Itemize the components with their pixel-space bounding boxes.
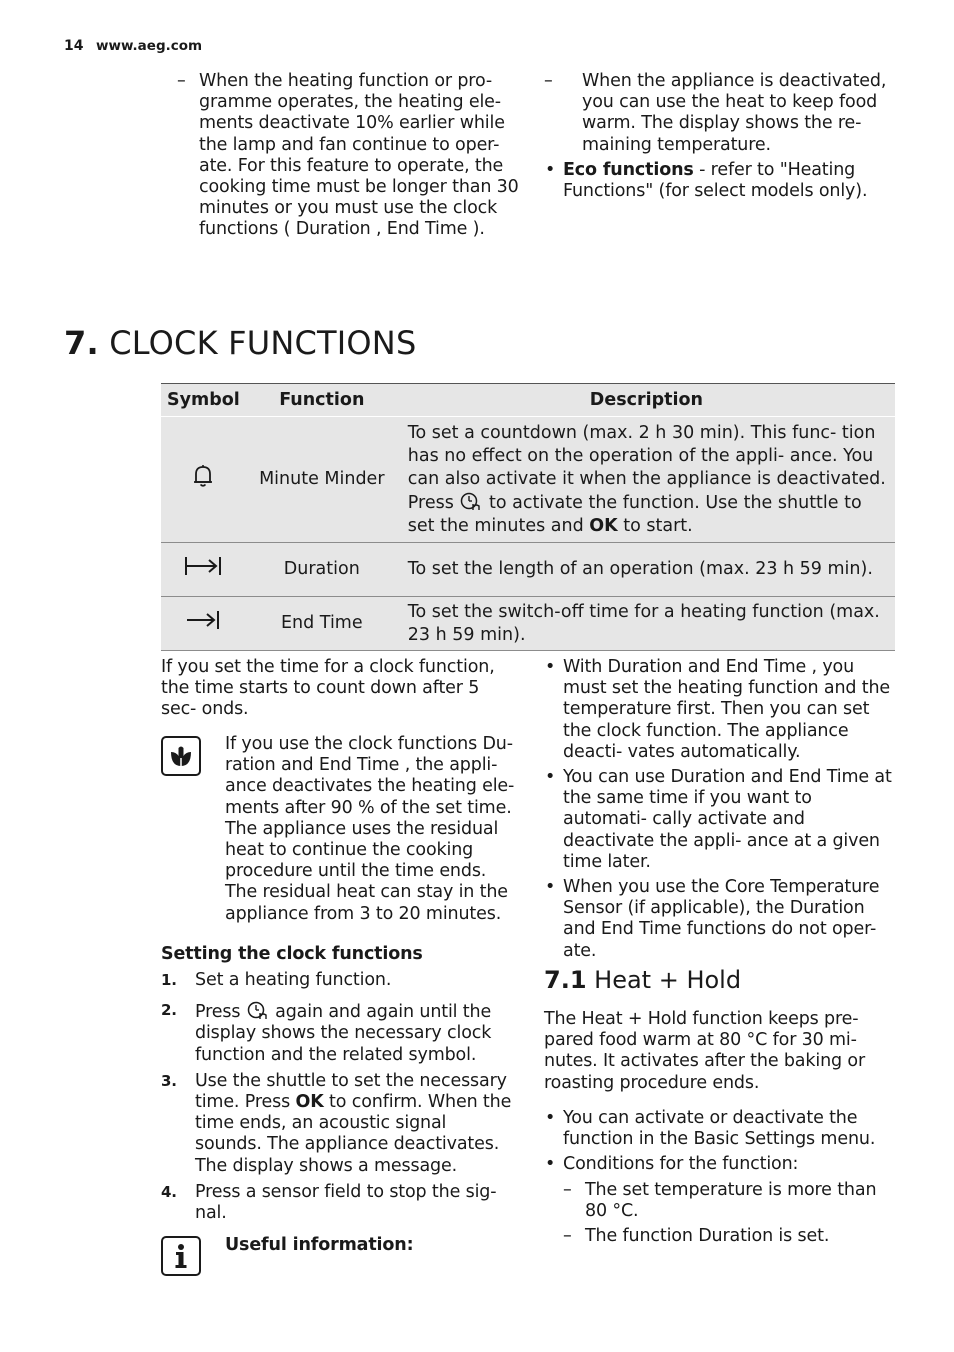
top-right-dash-item (544, 71, 894, 156)
clock-hand-icon (246, 1000, 270, 1020)
top-left-dash-item (177, 71, 524, 241)
step-text: to confirm. When the time ends, an acoustic signal sounds. The appliance deactivates. The display shows a message. (195, 1092, 512, 1176)
list-item (161, 970, 516, 991)
eco-note-text: If you use the clock functions Du- ration and End Time , the appli- ance deactivates the heating ele- ments after 90 % of the set time. The appliance uses the residual heat to continue the cooking procedure until the time ends. The residual heat can stay in the appliance from 3 to 20 minutes. (225, 734, 515, 924)
list-item: • When you use the Core Temperature Sensor (if applicable), the Duration and End Time functions do not oper- ate. (544, 877, 896, 962)
list-item: • You can activate or deactivate the function in the Basic Settings menu. (544, 1108, 896, 1150)
list-item: – The set temperature is more than 80 °C. (563, 1180, 896, 1222)
ok-label: OK (589, 515, 618, 536)
chapter-title: CLOCK FUNCTIONS (109, 324, 417, 362)
list-item (161, 1071, 516, 1177)
eco-functions-label: Eco functions (563, 159, 694, 180)
eco-functions-bullet (544, 160, 894, 202)
step-text: Press (195, 1002, 246, 1023)
description-cell (398, 417, 895, 543)
step-number: 3. (161, 1071, 177, 1090)
page-number: 14 (64, 38, 84, 54)
ok-label: OK (295, 1092, 324, 1113)
symbol-cell (161, 597, 246, 651)
duration-icon (183, 555, 223, 577)
right-bullets (544, 657, 896, 962)
list-item: – The function Duration is set. (563, 1226, 896, 1247)
clock-hand-icon (459, 491, 483, 511)
step-text: again and again until the display shows the necessary clock function and the related symbol. (195, 1002, 492, 1065)
table-row (161, 597, 895, 651)
setting-clock-heading: Setting the clock functions (161, 944, 423, 964)
heat-hold-intro: The Heat + Hold function keeps pre- pared food warm at 80 °C for 30 mi- nutes. It activates after the baking or roasting procedure ends. (544, 1009, 865, 1093)
clock-intro-text: If you set the time for a clock function, the time starts to count down after 5 sec- onds. (161, 657, 495, 720)
symbol-cell (161, 417, 246, 543)
section-number: 7.1 (544, 966, 587, 994)
header-symbol: Symbol (161, 384, 246, 417)
list-item: • Conditions for the function: (544, 1154, 896, 1175)
function-cell: Minute Minder (246, 417, 398, 543)
section-heading (544, 966, 741, 994)
top-right-dash-text: When the appliance is deactivated, you can use the heat to keep food warm. The display shows the re- maining temperature. (582, 71, 887, 155)
step-number: 1. (161, 971, 177, 989)
step-text: Press a sensor field to stop the sig- nal. (195, 1181, 497, 1224)
top-right-block (544, 71, 894, 202)
step-text: Use the shuttle to set the necessary time. Press (195, 1070, 507, 1113)
list-item (161, 1182, 516, 1224)
header-description: Description (398, 384, 895, 417)
list-item (161, 1000, 516, 1066)
symbol-cell (161, 543, 246, 597)
description-text: To set a countdown (max. 2 h 30 min). This func- tion has no effect on the operation of the appli- ance. You can also activate it when the appliance is deactivated. Press (407, 422, 886, 513)
description-cell: To set the length of an operation (max. 23 h 59 min). (398, 543, 895, 597)
list-item: • You can use Duration and End Time at the same time if you want to automati- cally activate and deactivate the appli- ance at a given time later. (544, 767, 896, 873)
website-url: www.aeg.com (96, 38, 203, 54)
description-cell: To set the switch-off time for a heating function (max. 23 h 59 min). (398, 597, 895, 651)
step-number: 4. (161, 1182, 177, 1201)
description-text: to activate the function. Use the shuttle to set the minutes and (407, 492, 862, 536)
table-row (161, 543, 895, 597)
step-text: Set a heating function. (195, 970, 392, 990)
info-icon (161, 1236, 201, 1276)
heat-hold-bullets (544, 1108, 896, 1247)
function-cell: Duration (246, 543, 398, 597)
bell-icon (191, 463, 215, 489)
clock-functions-table (161, 383, 895, 651)
chapter-heading (64, 324, 416, 362)
step-number: 2. (161, 1001, 177, 1020)
header-function: Function (246, 384, 398, 417)
end-time-icon (185, 609, 221, 631)
eco-functions-text: - refer to "Heating Functions" (for select models only). (563, 159, 868, 202)
useful-info-label: Useful information: (225, 1235, 414, 1255)
table-header-row (161, 384, 895, 417)
section-title: Heat + Hold (594, 966, 742, 994)
steps-list (161, 970, 516, 1224)
list-item: • With Duration and End Time , you must set the heating function and the temperature first. Then you can set the clock function. The appliance deacti- vates automatically. (544, 657, 896, 763)
eco-leaf-icon (161, 736, 201, 776)
table-row (161, 417, 895, 543)
function-cell: End Time (246, 597, 398, 651)
chapter-number: 7. (64, 324, 99, 362)
description-text: to start. (617, 515, 693, 536)
top-left-dash-text: When the heating function or pro- gramme operates, the heating ele- ments deactivate 10% earlier while the lamp and fan continue to oper- ate. For this feature to operate, the cooking time must be longer than 30 minutes or you must use the clock functions ( Duration , End Time ). (199, 71, 519, 240)
